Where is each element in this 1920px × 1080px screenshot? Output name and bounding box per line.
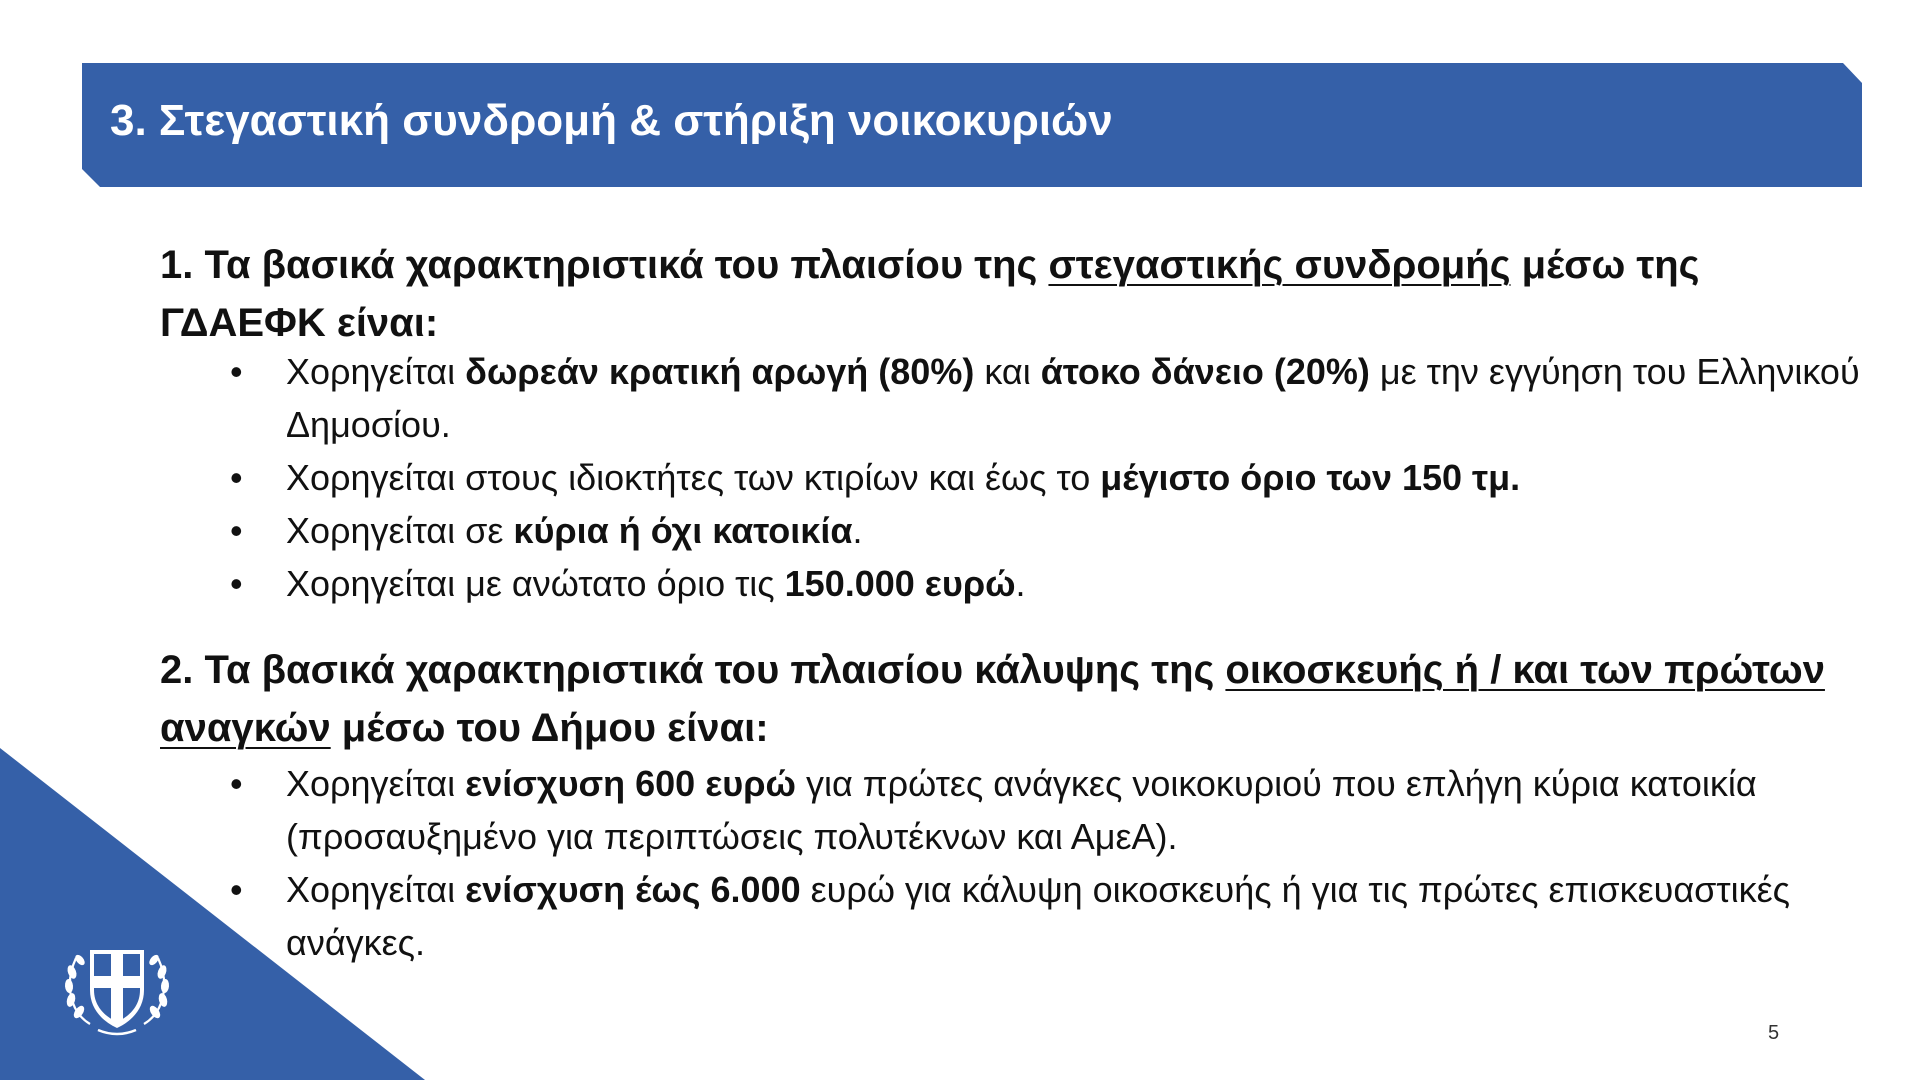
bullet-text: με την εγγύηση του Ελληνικού Δημοσίου.: [286, 351, 1860, 445]
bullet-bold-text: άτοκο δάνειο (20%): [1040, 351, 1370, 392]
bullet-list-1: [230, 345, 1870, 610]
bullet-text: Χορηγείται: [286, 351, 466, 392]
bullet-text: Χορηγείται: [286, 763, 466, 804]
list-item: [230, 504, 1870, 557]
list-item: [230, 451, 1870, 504]
bullet-icon: •: [230, 563, 243, 604]
bullet-bold-text: 150.000 ευρώ: [784, 563, 1016, 604]
bullet-text: .: [1015, 563, 1026, 604]
bullet-bold-text: δωρεάν κρατική αρωγή (80%): [465, 351, 975, 392]
section-heading-1-underlined: στεγαστικής συνδρομής: [1048, 243, 1511, 287]
bullet-icon: •: [230, 763, 243, 804]
page-number: 5: [1768, 1022, 1780, 1044]
section-heading-2: [160, 641, 1840, 757]
section-heading-2-pre: 2. Τα βασικά χαρακτηριστικά του πλαισίου κάλυψης της: [160, 648, 1226, 692]
bullet-icon: •: [230, 351, 243, 392]
bullet-text: Χορηγείται: [286, 869, 466, 910]
greek-coat-of-arms-icon: [60, 928, 174, 1042]
list-item: [230, 757, 1870, 863]
slide-title: 3. Στεγαστική συνδρομή & στήριξη νοικοκυριών: [110, 96, 1113, 145]
section-heading-1-post: μέσω της ΓΔΑΕΦΚ είναι:: [160, 243, 1700, 345]
bullet-icon: •: [230, 869, 243, 910]
section-heading-2-underlined: οικοσκευής ή / και των πρώτων αναγκών: [160, 648, 1825, 750]
bullet-text: ευρώ για κάλυψη οικοσκευής ή για τις πρώτες επισκευαστικές ανάγκες.: [286, 869, 1790, 963]
list-item: [230, 557, 1870, 610]
bullet-text: Χορηγείται σε: [286, 510, 514, 551]
bullet-text: .: [852, 510, 863, 551]
bullet-icon: •: [230, 457, 243, 498]
bullet-list-2: [230, 757, 1870, 969]
bullet-bold-text: ενίσχυση έως 6.000: [465, 869, 801, 910]
bullet-text: και: [974, 351, 1041, 392]
bullet-bold-text: ενίσχυση 600 ευρώ: [465, 763, 796, 804]
bullet-bold-text: κύρια ή όχι κατοικία: [513, 510, 853, 551]
bullet-text: Χορηγείται με ανώτατο όριο τις: [286, 563, 785, 604]
list-item: [230, 863, 1870, 969]
section-heading-1: [160, 236, 1840, 352]
section-heading-1-pre: 1. Τα βασικά χαρακτηριστικά του πλαισίου της: [160, 243, 1049, 287]
list-item: [230, 345, 1870, 451]
bullet-text: για πρώτες ανάγκες νοικοκυριού που επλήγη κύρια κατοικία (προσαυξημένο για περιπτώσεις πολυτέκνων και ΑμεΑ).: [286, 763, 1757, 857]
bullet-bold-text: μέγιστο όριο των 150 τμ.: [1100, 457, 1521, 498]
bullet-text: Χορηγείται στους ιδιοκτήτες των κτιρίων και έως το: [286, 457, 1101, 498]
bullet-icon: •: [230, 510, 243, 551]
section-heading-2-post: μέσω του Δήμου είναι:: [330, 706, 769, 750]
